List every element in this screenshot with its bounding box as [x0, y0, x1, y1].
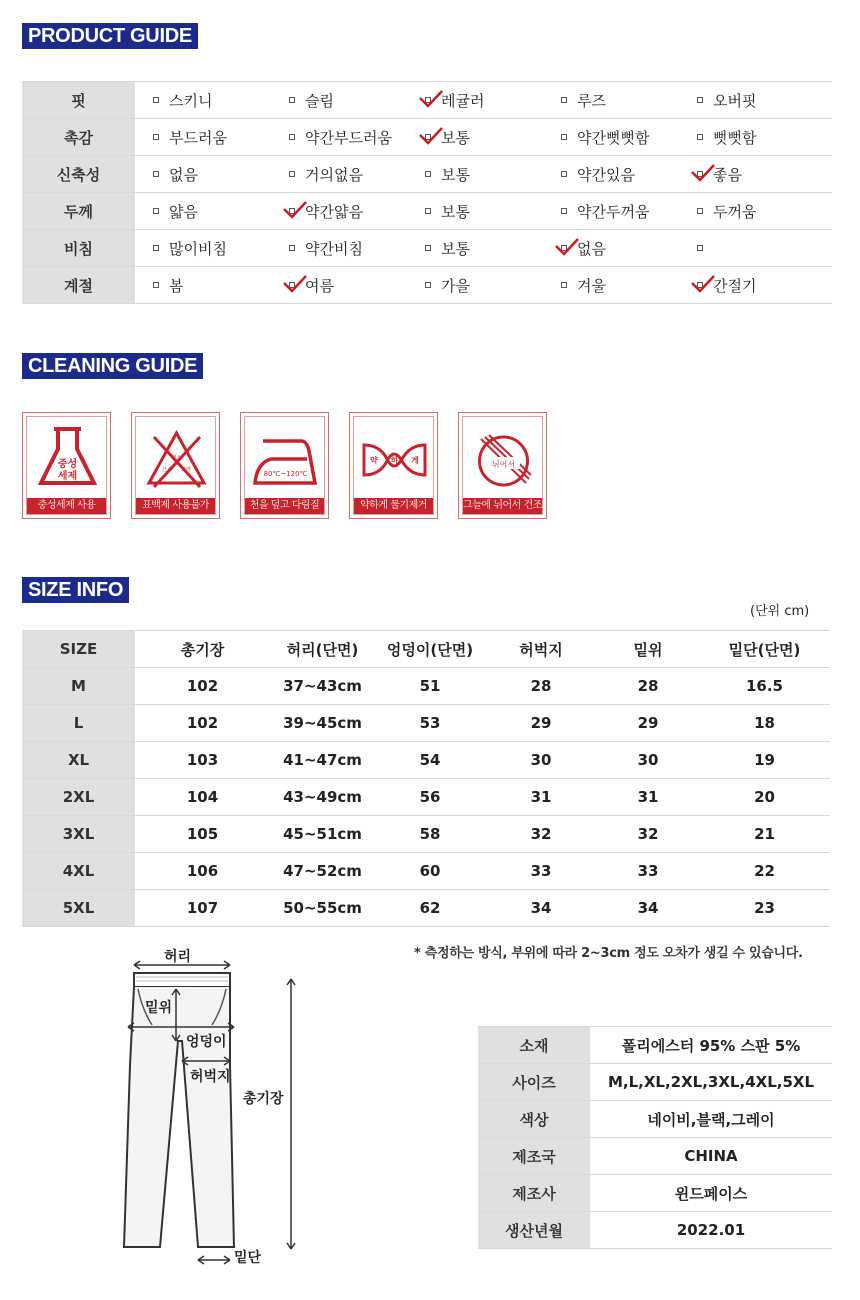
guide-option-label: 슬림: [305, 91, 334, 110]
svg-text:표백: 표백: [181, 467, 191, 473]
svg-text:산소: 산소: [162, 467, 172, 473]
guide-row: [22, 193, 832, 230]
size-cell: 103: [186, 751, 219, 769]
checkbox-icon: [153, 134, 159, 140]
guide-option-label: 거의없음: [305, 165, 363, 184]
spec-key: 제조국: [478, 1138, 590, 1174]
size-row: [22, 742, 830, 779]
guide-row: [22, 156, 832, 193]
cleaning-caption: 중성세제 사용: [27, 498, 106, 514]
iron-icon: [249, 423, 322, 499]
spec-value: CHINA: [684, 1147, 738, 1165]
size-cell: 60: [419, 862, 441, 880]
pants-measurement-diagram: [100, 945, 310, 1279]
svg-text:세제: 세제: [57, 471, 78, 482]
size-cell: 54: [419, 751, 441, 769]
size-cell: 28: [530, 677, 552, 695]
checkbox-icon: [153, 245, 159, 251]
guide-option: [543, 119, 679, 155]
size-cell: 29: [637, 714, 659, 732]
pants-outline-icon: [100, 945, 310, 1275]
checkbox-icon: [561, 97, 567, 103]
guide-option: [271, 119, 407, 155]
size-cell: M: [22, 668, 135, 704]
size-cell: 104: [186, 788, 219, 806]
size-row: [22, 853, 830, 890]
guide-option-label: 봄: [169, 276, 184, 295]
guide-option: [543, 267, 679, 303]
spec-key: 소재: [478, 1027, 590, 1063]
guide-row-label: 촉감: [22, 119, 135, 155]
size-cell: 51: [419, 677, 441, 695]
guide-option: [407, 82, 543, 118]
guide-option: [679, 230, 815, 266]
guide-option-label: 보통: [441, 165, 470, 184]
waist-label: 허리: [164, 949, 192, 965]
guide-option: [135, 82, 271, 118]
size-cell: 18: [754, 714, 775, 732]
svg-text:약: 약: [370, 456, 378, 465]
size-cell: 107: [186, 899, 219, 917]
guide-row: [22, 82, 832, 119]
spec-row: [478, 1138, 832, 1175]
guide-option: [135, 230, 271, 266]
size-cell: 58: [419, 825, 441, 843]
guide-option: [271, 267, 407, 303]
guide-option-label: 없음: [169, 165, 198, 184]
size-header-cell: 엉덩이(단면): [386, 640, 474, 659]
guide-option: [135, 267, 271, 303]
spec-key: 사이즈: [478, 1064, 590, 1100]
guide-option-label: 없음: [577, 239, 606, 258]
guide-option-label: 약간얇음: [305, 202, 363, 221]
size-row: [22, 816, 830, 853]
guide-row: [22, 267, 832, 304]
checkbox-icon: [561, 282, 567, 288]
size-cell: 37~43cm: [283, 677, 362, 695]
spec-row: [478, 1212, 832, 1249]
guide-option-label: 스키니: [169, 91, 213, 110]
size-cell: 29: [530, 714, 552, 732]
size-header-cell: 밑단(단면): [728, 640, 801, 659]
checkbox-icon: [425, 245, 431, 251]
product-guide-title: PRODUCT GUIDE: [22, 23, 198, 49]
guide-option-label: 레귤러: [441, 91, 485, 110]
size-cell: 28: [637, 677, 659, 695]
spec-row: [478, 1064, 832, 1101]
guide-option: [135, 156, 271, 192]
guide-option: [679, 156, 815, 192]
size-cell: 33: [637, 862, 659, 880]
checkbox-icon: [561, 171, 567, 177]
size-cell: 62: [419, 899, 441, 917]
guide-option: [679, 82, 815, 118]
guide-option-label: 약간부드러움: [305, 128, 392, 147]
size-cell: 2XL: [22, 779, 135, 815]
guide-option: [543, 230, 679, 266]
guide-option-label: 좋음: [713, 165, 742, 184]
size-cell: 31: [637, 788, 659, 806]
svg-text:염소: 염소: [171, 455, 182, 461]
spec-value: 윈드페이스: [674, 1184, 748, 1203]
checkbox-icon: [697, 245, 703, 251]
measurement-note: * 측정하는 방식, 부위에 따라 2~3cm 정도 오차가 생길 수 있습니다.: [414, 946, 803, 961]
size-info-title: SIZE INFO: [22, 577, 129, 603]
guide-row-label: 핏: [22, 82, 135, 118]
size-cell: 34: [637, 899, 659, 917]
spec-value: M,L,XL,2XL,3XL,4XL,5XL: [607, 1073, 815, 1091]
size-cell: 34: [530, 899, 552, 917]
spec-table: [478, 1026, 832, 1249]
product-guide-table: [22, 81, 832, 304]
size-table: [22, 630, 830, 927]
guide-option: [407, 267, 543, 303]
checkmark-icon: [554, 237, 580, 257]
cleaning-icon-card: [240, 412, 329, 519]
neutral-detergent-flask-icon: [31, 423, 104, 499]
spec-row: [478, 1175, 832, 1212]
checkbox-icon: [153, 97, 159, 103]
svg-text:게: 게: [411, 456, 419, 465]
guide-option: [271, 82, 407, 118]
spec-key: 색상: [478, 1101, 590, 1137]
checkbox-icon: [425, 282, 431, 288]
size-row: [22, 779, 830, 816]
size-header-cell: 허리(단면): [286, 640, 359, 659]
shade-dry-flat-icon: [467, 423, 540, 499]
guide-option-label: 보통: [441, 239, 470, 258]
size-cell: 102: [186, 714, 219, 732]
cleaning-icon-card: [131, 412, 220, 519]
guide-option: [407, 119, 543, 155]
guide-row-label: 계절: [22, 267, 135, 303]
spec-row: [478, 1101, 832, 1138]
guide-option-label: 부드러움: [169, 128, 227, 147]
guide-row-label: 두께: [22, 193, 135, 229]
spec-row: [478, 1027, 832, 1064]
guide-option: [543, 156, 679, 192]
checkmark-icon: [282, 200, 308, 220]
spec-value: 2022.01: [676, 1221, 746, 1239]
guide-option-label: 보통: [441, 202, 470, 221]
cleaning-caption: 표백제 사용불가: [136, 498, 215, 514]
size-cell: 30: [637, 751, 659, 769]
guide-option-label: 많이비침: [169, 239, 227, 258]
svg-text:중성: 중성: [57, 459, 78, 470]
size-header-row: [22, 631, 830, 668]
checkmark-icon: [690, 163, 716, 183]
cleaning-caption: 약하게 물기제거: [354, 498, 433, 514]
checkmark-icon: [690, 274, 716, 294]
size-cell: 22: [754, 862, 775, 880]
guide-option: [407, 193, 543, 229]
gentle-wring-icon: [358, 423, 431, 499]
guide-option: [135, 119, 271, 155]
guide-row-label: 비침: [22, 230, 135, 266]
svg-text:하: 하: [390, 456, 399, 465]
guide-option: [271, 193, 407, 229]
no-bleach-triangle-icon: [140, 423, 213, 499]
checkbox-icon: [697, 97, 703, 103]
guide-option-label: 가을: [441, 276, 470, 295]
size-cell: 33: [530, 862, 552, 880]
size-cell: 47~52cm: [283, 862, 362, 880]
size-cell: 53: [419, 714, 441, 732]
size-row: [22, 890, 830, 927]
size-cell: XL: [22, 742, 135, 778]
size-cell: 56: [419, 788, 441, 806]
size-cell: 19: [754, 751, 775, 769]
cleaning-icon-card: [22, 412, 111, 519]
guide-option-label: 약간두꺼움: [577, 202, 650, 221]
size-row: [22, 705, 830, 742]
checkbox-icon: [289, 171, 295, 177]
guide-row: [22, 230, 832, 267]
checkbox-icon: [289, 134, 295, 140]
checkmark-icon: [418, 89, 444, 109]
checkbox-icon: [289, 245, 295, 251]
length-label: 총기장: [243, 1091, 284, 1107]
cleaning-caption: 천을 덮고 다림질: [245, 498, 324, 514]
guide-option: [271, 230, 407, 266]
size-cell: 32: [530, 825, 552, 843]
checkbox-icon: [425, 208, 431, 214]
checkmark-icon: [282, 274, 308, 294]
guide-option: [407, 156, 543, 192]
checkbox-icon: [289, 97, 295, 103]
rise-label: 밑위: [145, 1000, 173, 1016]
cleaning-icon-card: [458, 412, 547, 519]
size-cell: 45~51cm: [283, 825, 362, 843]
size-cell: 32: [637, 825, 659, 843]
checkbox-icon: [561, 208, 567, 214]
guide-option-label: 약간비침: [305, 239, 363, 258]
guide-row: [22, 119, 832, 156]
guide-option-label: 약간뻣뻣함: [577, 128, 650, 147]
checkmark-icon: [418, 126, 444, 146]
spec-key: 제조사: [478, 1175, 590, 1211]
size-cell: 3XL: [22, 816, 135, 852]
size-cell: 20: [754, 788, 775, 806]
guide-option-label: 약간있음: [577, 165, 635, 184]
size-header-cell: 총기장: [180, 640, 225, 659]
spec-value: 폴리에스터 95% 스판 5%: [621, 1036, 801, 1055]
checkbox-icon: [153, 171, 159, 177]
guide-option: [679, 267, 815, 303]
checkbox-icon: [153, 282, 159, 288]
size-cell: 105: [186, 825, 219, 843]
size-cell: 31: [530, 788, 552, 806]
spec-value: 네이비,블랙,그레이: [647, 1110, 775, 1129]
size-cell: 16.5: [745, 677, 783, 695]
guide-option: [407, 230, 543, 266]
size-header-cell: SIZE: [22, 631, 135, 667]
size-cell: L: [22, 705, 135, 741]
guide-option-label: 루즈: [577, 91, 606, 110]
guide-row-label: 신축성: [22, 156, 135, 192]
checkbox-icon: [425, 171, 431, 177]
guide-option-label: 두꺼움: [713, 202, 757, 221]
guide-option-label: 겨울: [577, 276, 606, 295]
guide-option: [543, 82, 679, 118]
thigh-label: 허벅지: [190, 1069, 231, 1085]
hip-label: 엉덩이: [186, 1034, 227, 1050]
size-unit-label: (단위 cm): [750, 604, 810, 619]
checkbox-icon: [561, 134, 567, 140]
size-cell: 5XL: [22, 890, 135, 926]
cleaning-guide-title: CLEANING GUIDE: [22, 353, 203, 379]
checkbox-icon: [153, 208, 159, 214]
size-header-cell: 허벅지: [519, 640, 563, 659]
checkbox-icon: [697, 208, 703, 214]
size-cell: 50~55cm: [283, 899, 362, 917]
size-cell: 30: [530, 751, 552, 769]
spec-key: 생산년월: [478, 1212, 590, 1248]
guide-option-label: 오버핏: [713, 91, 757, 110]
cleaning-icon-card: [349, 412, 438, 519]
size-cell: 106: [186, 862, 219, 880]
checkbox-icon: [697, 134, 703, 140]
size-cell: 43~49cm: [283, 788, 362, 806]
size-cell: 4XL: [22, 853, 135, 889]
guide-option-label: 간절기: [713, 276, 757, 295]
size-header-cell: 밑위: [633, 640, 663, 659]
size-cell: 102: [186, 677, 219, 695]
cleaning-caption: 그늘에 뉘어서 건조: [463, 498, 542, 514]
size-cell: 23: [754, 899, 775, 917]
guide-option: [135, 193, 271, 229]
guide-option-label: 얇음: [169, 202, 198, 221]
guide-option-label: 뻣뻣함: [713, 128, 757, 147]
size-cell: 39~45cm: [283, 714, 362, 732]
guide-option-label: 보통: [441, 128, 470, 147]
guide-option: [543, 193, 679, 229]
size-cell: 21: [754, 825, 775, 843]
guide-option-label: 여름: [305, 276, 334, 295]
guide-option: [679, 119, 815, 155]
size-row: [22, 668, 830, 705]
svg-text:80℃~120℃: 80℃~120℃: [263, 470, 308, 478]
svg-text:뉘어서: 뉘어서: [491, 460, 516, 469]
size-cell: 41~47cm: [283, 751, 362, 769]
guide-option: [679, 193, 815, 229]
hem-label: 밑단: [234, 1250, 262, 1266]
guide-option: [271, 156, 407, 192]
